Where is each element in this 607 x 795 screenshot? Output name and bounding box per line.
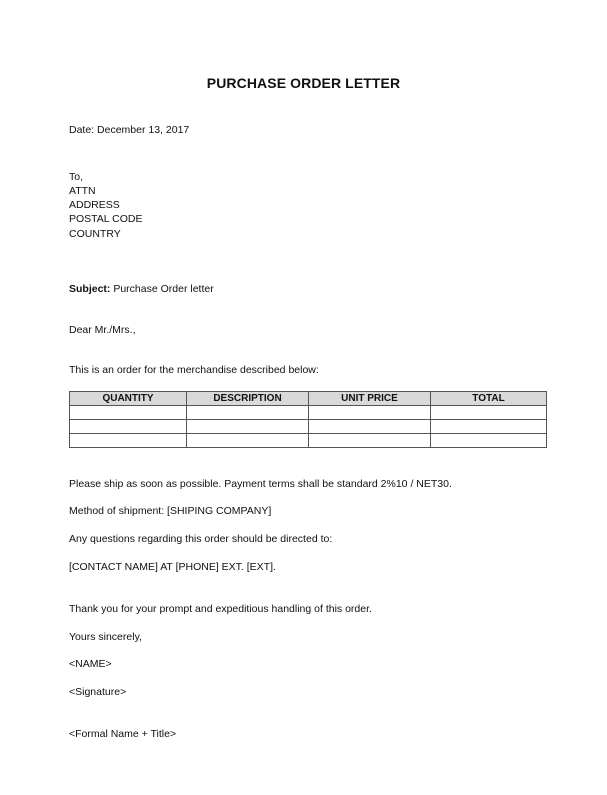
date-value: December 13, 2017 xyxy=(97,124,190,136)
shipping-note: Please ship as soon as possible. Payment terms shall be standard 2%10 / NET30. xyxy=(69,478,452,490)
table-cell xyxy=(431,406,547,420)
document-title: PURCHASE ORDER LETTER xyxy=(206,75,401,91)
subject-line xyxy=(69,283,214,296)
table-cell xyxy=(309,420,431,434)
table-cell xyxy=(309,434,431,448)
shipment-method: Method of shipment: [SHIPING COMPANY] xyxy=(69,505,272,517)
table-row xyxy=(70,434,547,448)
intro-paragraph: This is an order for the merchandise described below: xyxy=(69,364,319,376)
formal-name-placeholder: <Formal Name + Title> xyxy=(69,728,177,740)
country-line: COUNTRY xyxy=(69,228,121,240)
closing-line: Yours sincerely, xyxy=(69,631,142,643)
questions-line: Any questions regarding this order should be directed to: xyxy=(69,533,333,545)
table-cell xyxy=(70,434,187,448)
table-cell xyxy=(70,420,187,434)
table-cell xyxy=(187,406,309,420)
signature-placeholder: <Signature> xyxy=(69,686,127,698)
address-line: ADDRESS xyxy=(69,199,120,211)
table-header-row xyxy=(70,392,547,406)
table-cell xyxy=(431,420,547,434)
header-total: TOTAL xyxy=(431,392,547,406)
subject-label: Subject: xyxy=(69,283,111,295)
date-line xyxy=(69,124,189,137)
thanks-line: Thank you for your prompt and expeditious handling of this order. xyxy=(69,603,372,615)
greeting: Dear Mr./Mrs., xyxy=(69,324,136,336)
attn-line: ATTN xyxy=(69,185,96,197)
to-line: To, xyxy=(69,171,84,183)
table-cell xyxy=(309,406,431,420)
table-row xyxy=(70,406,547,420)
order-table xyxy=(69,391,547,448)
header-quantity: QUANTITY xyxy=(70,392,187,406)
table-cell xyxy=(187,420,309,434)
postal-code-line: POSTAL CODE xyxy=(69,213,143,225)
table-cell xyxy=(431,434,547,448)
contact-line: [CONTACT NAME] AT [PHONE] EXT. [EXT]. xyxy=(69,561,276,573)
subject-value: Purchase Order letter xyxy=(113,283,214,295)
name-placeholder: <NAME> xyxy=(69,658,112,670)
table-cell xyxy=(70,406,187,420)
header-description: DESCRIPTION xyxy=(187,392,309,406)
date-label: Date: xyxy=(69,124,95,136)
table-row xyxy=(70,420,547,434)
header-unit-price: UNIT PRICE xyxy=(309,392,431,406)
table-cell xyxy=(187,434,309,448)
